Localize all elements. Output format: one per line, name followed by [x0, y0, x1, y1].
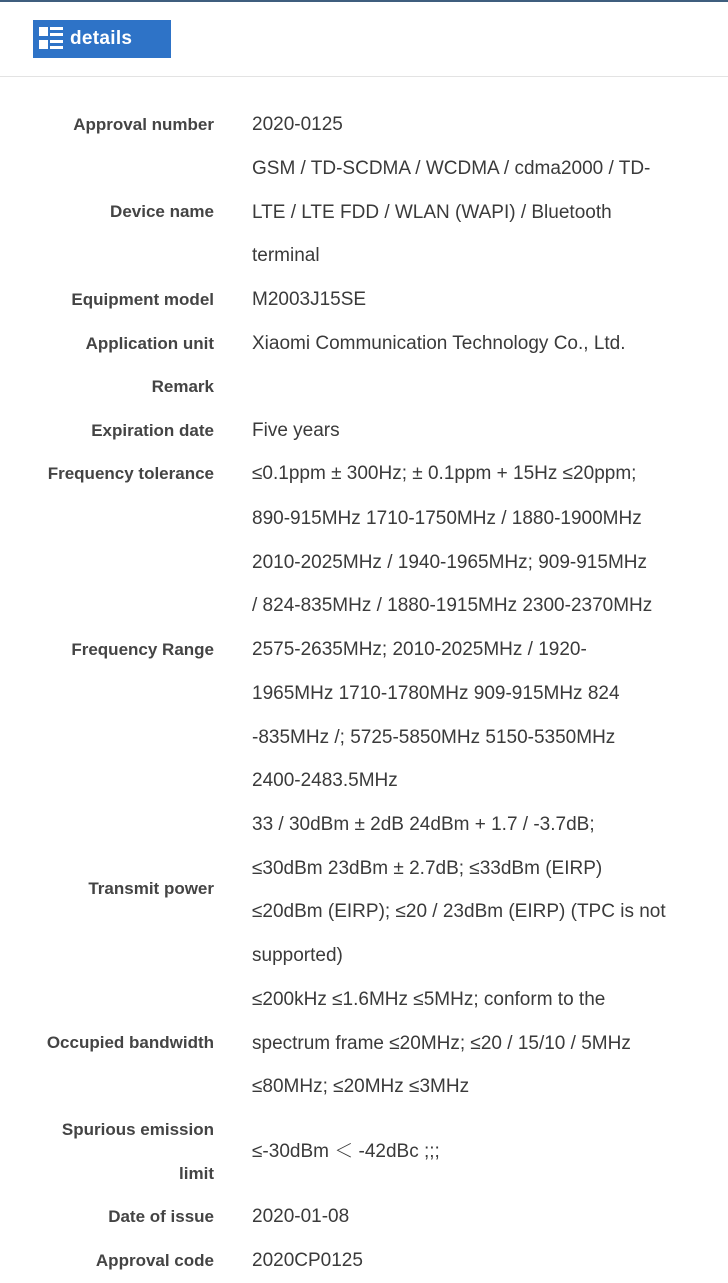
- row-value: ≤0.1ppm ± 300Hz; ± 0.1ppm + 15Hz ≤20ppm;: [252, 463, 637, 484]
- row-value: Five years: [252, 420, 340, 441]
- row-label: Occupied bandwidth: [46, 1033, 214, 1052]
- row-label: Device name: [110, 202, 214, 221]
- details-tab[interactable]: [33, 20, 171, 58]
- row-value: Xiaomi Communication Technology Co., Ltd.: [252, 333, 626, 354]
- details-tab-label: details: [70, 28, 133, 49]
- row-label: Frequency Range: [71, 640, 214, 659]
- row-label: Frequency tolerance: [47, 464, 214, 483]
- row-value: GSM / TD-SCDMA / WCDMA / cdma2000 / TD- LTE / LTE FDD / WLAN (WAPI) / Bluetooth terminal: [252, 158, 651, 267]
- row-value: 890-915MHz 1710-1750MHz / 1880-1900MHz 2010-2025MHz / 1940-1965MHz; 909-915MHz / 824-835MHz / 1880-1915MHz 2300-2370MHz 2575-2635MHz; 2010-2025MHz / 1920- 1965MHz 1710-1780MHz 909-915MHz 824 -835MHz /; 5725-5850MHz 5150-5350MHz 2400-2483.5MHz: [252, 508, 653, 792]
- row-value: ≤-30dBm ＜ -42dBc ;;;: [252, 1141, 440, 1162]
- row-label: Transmit power: [88, 879, 214, 898]
- row-value: 2020-01-08: [252, 1206, 350, 1227]
- header-bar: [0, 2, 728, 77]
- row-label: Application unit: [85, 334, 214, 353]
- row-value: 33 / 30dBm ± 2dB 24dBm + 1.7 / -3.7dB; ≤30dBm 23dBm ± 2.7dB; ≤33dBm (EIRP) ≤20dBm (EIRP); ≤20 / 23dBm (EIRP) (TPC is not supported): [252, 814, 666, 967]
- row-label: Approval number: [73, 115, 214, 134]
- row-value: M2003J15SE: [252, 289, 367, 310]
- row-label: Remark: [151, 377, 214, 396]
- row-value: 2020CP0125: [252, 1250, 363, 1271]
- row-label: Approval code: [95, 1251, 214, 1270]
- row-label: Expiration date: [91, 421, 214, 440]
- row-label: Equipment model: [71, 290, 214, 309]
- row-label: Date of issue: [108, 1207, 214, 1226]
- row-value: 2020-0125: [252, 114, 343, 135]
- row-value: ≤200kHz ≤1.6MHz ≤5MHz; conform to the spectrum frame ≤20MHz; ≤20 / 15/10 / 5MHz ≤80MHz; ≤20MHz ≤3MHz: [252, 989, 631, 1098]
- list-icon: [39, 27, 63, 51]
- row-label: Spurious emission limit: [61, 1120, 214, 1183]
